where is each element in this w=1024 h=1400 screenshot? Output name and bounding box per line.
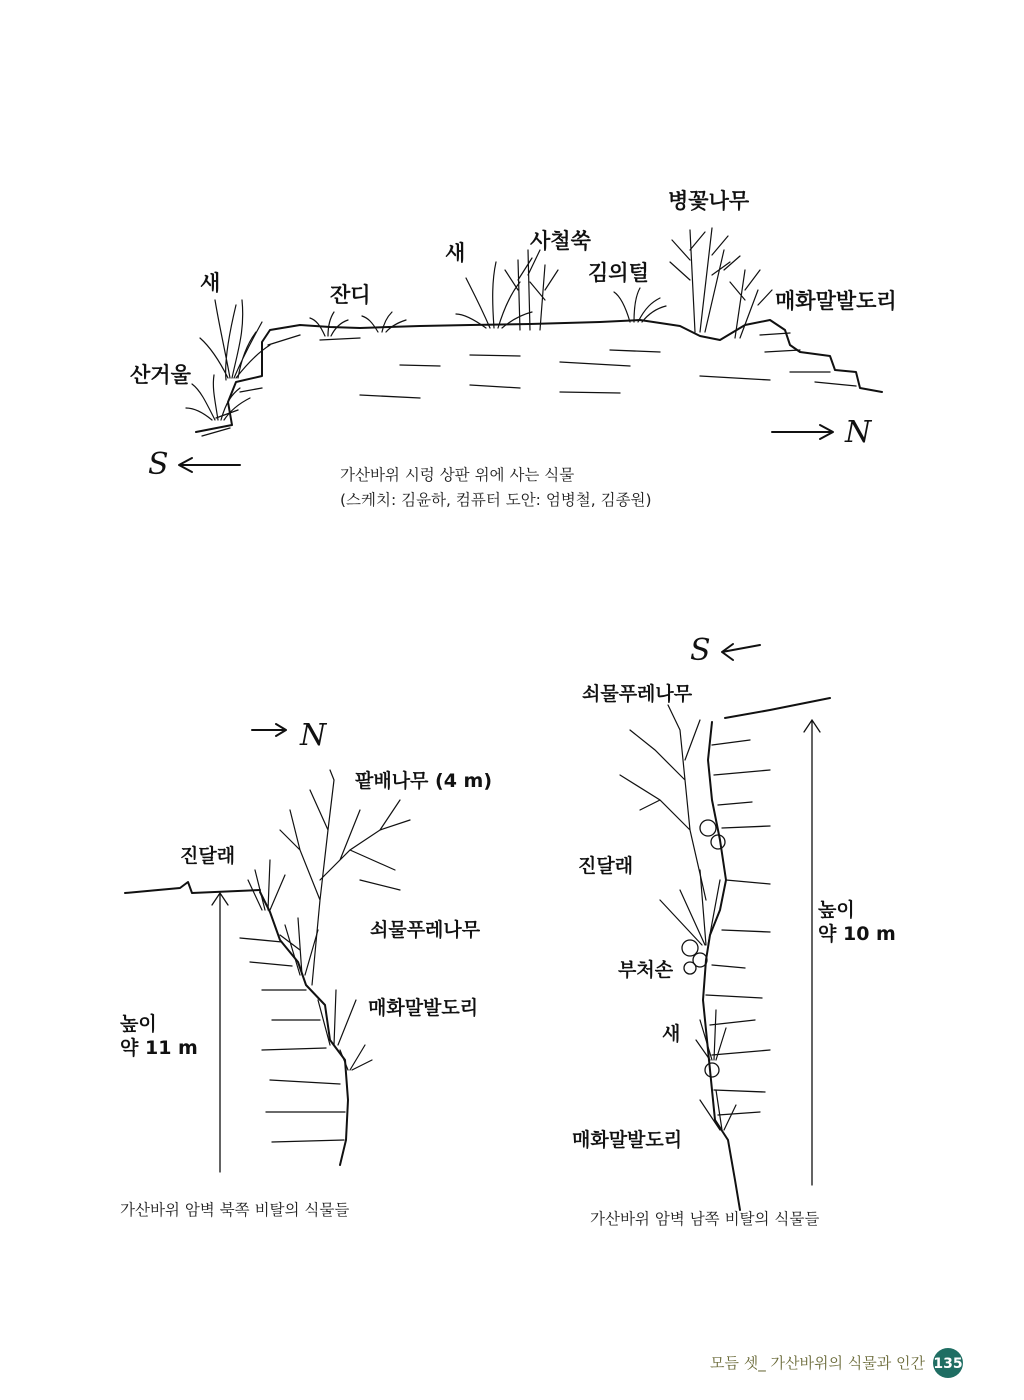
north-cliff-top (125, 882, 260, 893)
label-swimulpurenamu-n: 쇠물푸레나무 (370, 919, 481, 941)
north-height-arrow (212, 893, 228, 1172)
dir-south-br: S (690, 633, 711, 668)
arrow-south-br (722, 644, 760, 660)
label-jindallae-s: 진달래 (578, 855, 634, 877)
height-label-n-line2: 약 11 m (120, 1037, 198, 1059)
label-maehwamalbaldori-top: 매화말발도리 (775, 289, 897, 313)
label-bucheoson: 부처손 (618, 959, 674, 981)
label-sae-left: 새 (200, 271, 221, 295)
caption-top-line2: (스케치: 김윤하, 컴퓨터 도안: 엄병철, 김종원) (340, 491, 652, 509)
south-height-arrow (804, 720, 820, 1185)
shrub-jindallae-n (248, 860, 285, 910)
shelf-ledge-lines (202, 333, 856, 436)
tree-ppalbaenamu (280, 770, 410, 985)
plant-sacheolssuk (505, 250, 558, 330)
label-maehwamalbaldori-n: 매화말발도리 (368, 997, 479, 1019)
grass-sae-mid (456, 262, 532, 328)
dir-north-top: N (845, 415, 872, 450)
page-number: 135 (933, 1356, 963, 1372)
arrow-south-top (179, 458, 240, 472)
sketch-shelf-top (179, 228, 882, 472)
grass-gimuiteol (614, 288, 666, 322)
arrow-north-bl (252, 724, 286, 736)
height-label-s-line1: 높이 (818, 899, 855, 921)
label-gimuiteol: 김의털 (588, 261, 649, 285)
shelf-surface-lines (320, 338, 770, 398)
label-sangeoul: 산거울 (130, 363, 191, 387)
south-ledges (706, 740, 770, 1115)
label-jindallae-n: 진달래 (180, 845, 236, 867)
moss-bucheoson (682, 820, 725, 1077)
footer-text: 모듬 셋_ 가산바위의 식물과 인간 (710, 1354, 925, 1372)
label-maehwamalbaldori-s: 매화말발도리 (572, 1129, 683, 1151)
grass-jandi (310, 312, 406, 336)
height-label-n-line1: 높이 (120, 1013, 157, 1035)
label-jandi: 잔디 (330, 283, 371, 307)
shrub-byeongkkotnamu (670, 228, 740, 332)
caption-south: 가산바위 암벽 남쪽 비탈의 식물들 (590, 1210, 820, 1228)
label-swimulpurenamu-s: 쇠물푸레나무 (582, 683, 693, 705)
south-cliff-top (725, 698, 830, 718)
shelf-rock-outline (196, 320, 882, 432)
grass-sae-s (696, 1010, 726, 1060)
shrub-maehwamalbaldori-top (730, 270, 772, 338)
arrow-north-top (772, 425, 833, 439)
sketch-south-slope (620, 644, 830, 1210)
dir-south-top: S (148, 447, 169, 482)
shrub-maehwamalbaldori-n (318, 990, 372, 1070)
label-ppalbaenamu: 팥배나무 (4 m) (355, 770, 493, 792)
label-sae-mid: 새 (445, 241, 466, 265)
grass-sae-left (200, 300, 270, 380)
label-sae-s: 새 (662, 1023, 681, 1045)
dir-north-bl: N (300, 718, 327, 753)
height-label-s-line2: 약 10 m (818, 923, 896, 945)
label-byeongkkotnamu: 병꽃나무 (668, 189, 750, 213)
caption-top-line1: 가산바위 시렁 상판 위에 사는 식물 (340, 466, 575, 484)
caption-north: 가산바위 암벽 북쪽 비탈의 식물들 (120, 1201, 350, 1219)
label-sacheolssuk: 사철쑥 (530, 229, 591, 253)
